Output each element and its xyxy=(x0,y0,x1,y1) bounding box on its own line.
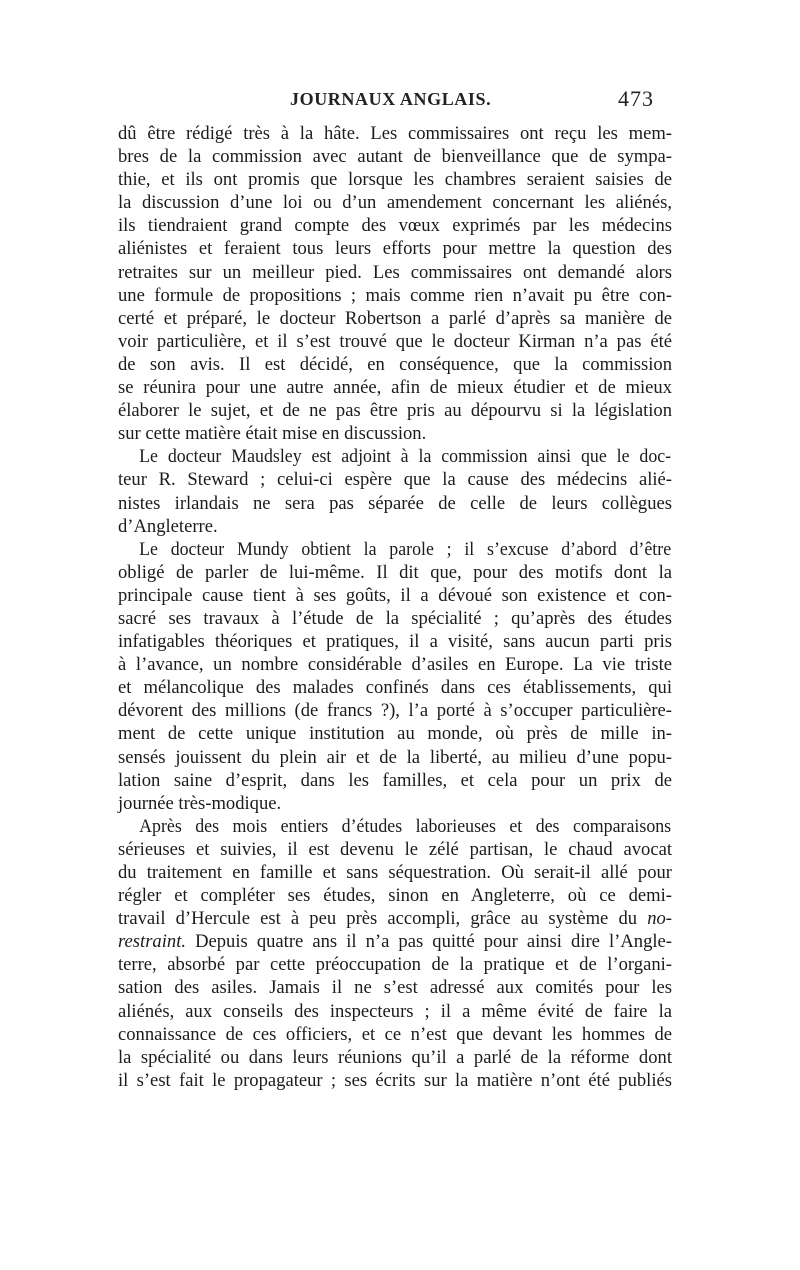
text-line xyxy=(118,769,672,792)
line-text: obligé de parler de lui-même. Il dit que, pour des motifs dont la xyxy=(118,561,672,583)
text-line xyxy=(118,538,671,561)
text-line xyxy=(118,815,671,838)
page-number: 473 xyxy=(618,86,654,111)
line-text: sur cette matière était mise en discussion. xyxy=(118,423,427,445)
line-text: dévorent des millions (de francs ?), l’a porté à s’occuper particulière- xyxy=(118,700,672,722)
text-line xyxy=(118,976,672,999)
running-head xyxy=(0,86,800,113)
text-line xyxy=(118,630,672,653)
line-text: dû être rédigé très à la hâte. Les commissaires ont reçu les mem- xyxy=(118,123,672,144)
line-text: retraites sur un meilleur pied. Les commissaires ont demandé alors xyxy=(118,261,672,283)
line-text: terre, absorbé par cette préoccupation de la pratique et de l’organi- xyxy=(118,954,672,976)
text-line xyxy=(118,722,672,745)
text-line xyxy=(118,792,672,815)
text-line xyxy=(118,907,672,930)
text-line xyxy=(118,676,672,699)
line-text: régler et compléter ses études, sinon en Angleterre, où ce demi- xyxy=(118,885,672,907)
text-line xyxy=(118,930,672,953)
text-line xyxy=(118,492,672,515)
line-text: élaborer le sujet, et de ne pas être pris au dépourvu si la législation xyxy=(118,400,672,422)
line-text: Depuis quatre ans il n’a pas quitté pour ainsi dire l’Angle- xyxy=(186,931,672,953)
text-line xyxy=(118,746,672,769)
line-text: bres de la commission avec autant de bienveillance que de sympa- xyxy=(118,146,672,168)
text-line xyxy=(118,653,672,676)
text-line xyxy=(118,145,672,168)
text-line xyxy=(118,261,672,284)
line-text: sensés jouissent du plein air et de la liberté, au milieu d’une popu- xyxy=(118,746,672,768)
text-line xyxy=(118,1000,672,1023)
line-text: Après des mois entiers d’études laborieuses et des comparaisons xyxy=(139,815,672,837)
line-text: sation des asiles. Jamais il ne s’est adressé aux comités pour les xyxy=(118,977,672,999)
text-line xyxy=(118,399,672,422)
line-text: journée très-modique. xyxy=(118,792,282,814)
text-line xyxy=(118,515,672,538)
italic-term: restraint. xyxy=(118,931,187,953)
line-text: connaissance de ces officiers, et ce n’est que devant les hommes de xyxy=(118,1023,672,1045)
line-text: d’Angleterre. xyxy=(118,515,218,537)
text-line xyxy=(118,191,672,214)
line-text: il s’est fait le propagateur ; ses écrits sur la matière n’ont été publiés xyxy=(118,1069,672,1091)
text-line xyxy=(118,307,672,330)
line-text: voir particulière, et il s’est trouvé que le docteur Kirman n’a pas été xyxy=(118,330,672,352)
line-text: certé et préparé, le docteur Robertson a parlé d’après sa manière de xyxy=(118,307,672,329)
running-title: JOURNAUX ANGLAIS. xyxy=(290,89,492,109)
text-line xyxy=(118,884,672,907)
line-text: thie, et ils ont promis que lorsque les chambres seraient saisies de xyxy=(118,169,672,191)
text-line xyxy=(118,422,672,445)
line-text: principale cause tient à ses goûts, il a dévoué son existence et con- xyxy=(118,584,672,606)
line-text: la spécialité ou dans leurs réunions qu’il a parlé de la réforme dont xyxy=(118,1046,672,1068)
line-text: infatigables théoriques et pratiques, il a visité, sans aucun parti pris xyxy=(118,631,672,653)
line-text: lation saine d’esprit, dans les familles, et cela pour un prix de xyxy=(118,769,672,791)
text-line xyxy=(118,122,672,145)
text-line xyxy=(118,861,672,884)
line-text: teur R. Steward ; celui-ci espère que la cause des médecins alié- xyxy=(118,469,672,491)
text-line xyxy=(118,168,672,191)
line-text: la discussion d’une loi ou d’un amendement concernant les aliénés, xyxy=(118,192,672,214)
text-line xyxy=(118,607,672,630)
body-text xyxy=(118,122,672,1092)
line-text: aliénistes et feraient tous leurs efforts pour mettre la question des xyxy=(118,238,672,260)
text-line xyxy=(118,214,672,237)
line-text: travail d’Hercule est à peu près accompli, grâce au système du xyxy=(118,908,638,930)
line-text: à l’avance, un nombre considérable d’asiles en Europe. La vie triste xyxy=(118,654,672,676)
text-line xyxy=(118,1069,672,1092)
text-line xyxy=(118,284,672,307)
text-line xyxy=(118,561,672,584)
line-text: sacré ses travaux à l’étude de la spécialité ; qu’après des études xyxy=(118,607,672,629)
text-line xyxy=(118,1023,672,1046)
text-line xyxy=(118,699,672,722)
text-line xyxy=(118,445,671,468)
line-text: nistes irlandais ne sera pas séparée de celle de leurs collègues xyxy=(118,492,672,514)
line-text: Le docteur Maudsley est adjoint à la commission ainsi que le doc- xyxy=(139,446,672,468)
line-text: du traitement en famille et sans séquestration. Où serait-il allé pour xyxy=(118,862,672,883)
line-text: Le docteur Mundy obtient la parole ; il s’excuse d’abord d’être xyxy=(139,538,672,560)
line-text: et mélancolique des malades confinés dans ces établissements, qui xyxy=(118,677,672,699)
italic-term: no- xyxy=(647,908,672,930)
text-line xyxy=(118,584,672,607)
line-text: une formule de propositions ; mais comme rien n’avait pu être con- xyxy=(118,284,672,306)
line-text: aliénés, aux conseils des inspecteurs ; il a même évité de faire la xyxy=(118,1000,672,1022)
line-text: de son avis. Il est décidé, en conséquence, que la commission xyxy=(118,353,672,375)
text-line xyxy=(118,953,672,976)
line-text: ment de cette unique institution au monde, où près de mille in- xyxy=(118,723,672,745)
text-line xyxy=(118,376,672,399)
text-line xyxy=(118,330,672,353)
line-text: sérieuses et suivies, il est devenu le zélé partisan, le chaud avocat xyxy=(118,838,672,860)
text-line xyxy=(118,838,672,861)
text-line xyxy=(118,237,672,260)
line-text: se réunira pour une autre année, afin de mieux étudier et de mieux xyxy=(118,377,672,399)
text-line xyxy=(118,468,672,491)
text-line xyxy=(118,1046,672,1069)
line-text: ils tiendraient grand compte des vœux exprimés par les médecins xyxy=(118,215,672,237)
text-line xyxy=(118,353,672,376)
